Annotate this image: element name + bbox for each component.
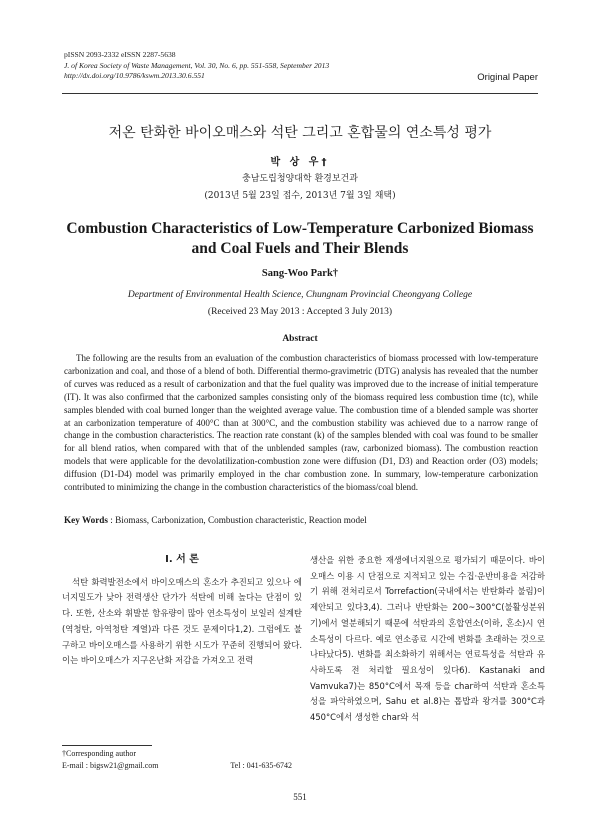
paper-type: Original Paper	[477, 72, 538, 83]
issn: pISSN 2093-2332 eISSN 2287-5638	[64, 50, 176, 59]
english-title	[62, 219, 538, 259]
doi-link[interactable]: http://dx.doi.org/10.9786/kswm.2013.30.6.551	[64, 71, 205, 81]
keywords	[64, 515, 538, 525]
english-author: Sang-Woo Park†	[261, 268, 339, 279]
footnote	[62, 748, 302, 772]
body-left-column	[62, 552, 302, 669]
body-paragraph-left: 석탄 화력발전소에서 바이오매스의 혼소가 추진되고 있으나 에너지밀도가 낮아 전력생산 단가가 석탄에 비해 높다는 단점이 있다. 또한, 산소와 휘발분 함유량이 많아 연소특성이 보일러 설계탄(역청탄, 아역청탄 계열)과 다른 것도 문제이다1,2). 그럼에도 불구하고 바이오매스를 사용하기 위한 시도가 꾸준히 진행되어 왔다. 이는 바이오매스가 지구온난화 저감을 가져오고 전력	[62, 576, 302, 666]
english-affiliation: Department of Environmental Health Science, Chungnam Provincial Cheongyang College	[127, 290, 473, 300]
section-heading: I. 서 론	[165, 554, 199, 565]
footnote-tel: Tel : 041-635-6742	[230, 761, 292, 770]
keywords-list: : Biomass, Carbonization, Combustion characteristic, Reaction model	[108, 515, 367, 525]
korean-author: 박 상 우†	[270, 157, 330, 168]
header-divider	[62, 93, 538, 94]
abstract-heading: Abstract	[282, 334, 318, 344]
english-dates: (Received 23 May 2013 : Accepted 3 July 2013)	[207, 307, 393, 317]
korean-title: 저온 탄화한 바이오매스와 석탄 그리고 혼합물의 연소특성 평가	[108, 125, 492, 141]
body-right-column	[310, 553, 545, 726]
keywords-label: Key Words	[64, 515, 108, 525]
korean-dates: (2013년 5월 23일 접수, 2013년 7월 3일 채택)	[204, 191, 396, 201]
english-title-line1: Combustion Characteristics of Low-Temperature Carbonized Biomass	[66, 220, 534, 237]
body-paragraph-right: 생산을 위한 중요한 재생에너지원으로 평가되기 때문이다. 바이오매스 이용 시 단점으로 지적되고 있는 수집·운반비용을 저감하기 위해 전처리로서 Torrefaction(국내에서는 반탄화라 불림)이 제안되고 있다3,4). 그러나 반탄화는 200~300°C(불활성분위기)에서 열분해되기 때문에 석탄과의 혼합연소(이하, 혼소)시 연소특성이 다르다. 예로 연소종료 시간에 변화를 초래하는 것으로 나타났다5). 변화를 최소화하기 위해서는 연료특성을 석탄과 유사하도록 전 처리할 필요성이 있다6). Kastanaki and Vamvuka7)는 850°C에서 목재 등을 char하여 석탄과 혼소특성을 파악하였으며, Sahu et al.8)는 톱밥과 왕겨를 300°C과 450°C에서 생성한 char와 석	[310, 555, 545, 723]
footnote-email: E-mail : bigsw21@gmail.com	[62, 761, 159, 770]
journal-citation: J. of Korea Society of Waste Management, Vol. 30, No. 6, pp. 551-558, September 2013	[64, 60, 330, 70]
english-title-line2: and Coal Fuels and Their Blends	[191, 240, 409, 257]
abstract-text: The following are the results from an evaluation of the combustion characteristics of biomass processed with low-temperature carbonization and coal, and those of a blend of both. Differential thermo-gravimetric (DTG) analysis has revealed that the number of curves was reduced as a result of carbonization and that the fuel quality was improved due to the increase of initial temperature (IT). It was also confirmed that the carbonized samples consisting only of the biomass required less combustion time (tc), while samples blended with coal burned longer than the weighted average value. The combustion time of a blended sample was shorter at an carbonization temperature of 400°C than at 300°C, and the combustion stability was achieved due to a narrow range of change in the combustion characteristics. The reaction rate constant (k) of the samples blended with coal was found to be smaller for all blend ratios, when compared with that of the unblended samples (raw, carbonized biomass). The combustion reaction models that were applicable for the devolatilization-combustion zone were diffusion (D1, D3) and Reaction order (O3) models; diffusion (D1-D4) model was primarily employed in the char combustion zone. In summary, low-temperature carbonization contributed to minimizing the change in the combustion characteristics of the biomass/coal blend.	[64, 353, 538, 493]
journal-header	[64, 50, 544, 82]
korean-affiliation: 충남도립청양대학 환경보건과	[242, 174, 358, 184]
footnote-divider	[62, 745, 152, 746]
page-number: 551	[293, 792, 307, 802]
footnote-label: †Corresponding author	[62, 749, 136, 758]
